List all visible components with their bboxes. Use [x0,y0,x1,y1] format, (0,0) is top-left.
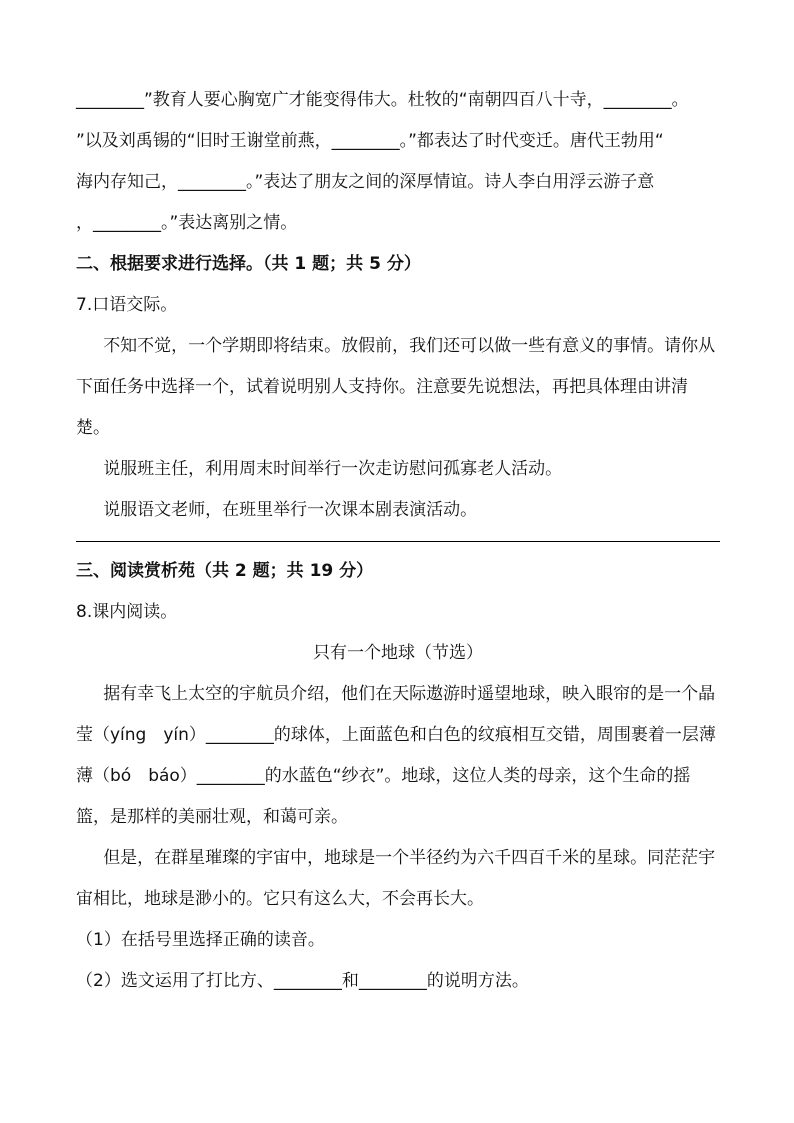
sub-question-2: （2）选文运用了打比方、________和________的说明方法。 [76,971,529,991]
sub-question-1: （1）在括号里选择正确的读音。 [76,930,325,950]
page-content [76,80,720,1002]
previous-question-line-4: ，________。”表达离别之情。 [76,213,298,233]
previous-question-line-2: ”以及刘禹锡的“旧时王谢堂前燕，________。”都表达了时代变迁。唐代王勃用“ [76,131,664,151]
passage-title: 只有一个地球（节选） [313,643,483,663]
previous-question-line-1: ________”教育人要心胸宽广才能变得伟大。杜牧的“南朝四百八十寺，________。 [76,90,689,110]
question-7-option-2: 说服语文老师，在班里举行一次课本剧表演活动。 [103,500,478,520]
previous-question-line-3: 海内存知己，________。”表达了朋友之间的深厚情谊。诗人李白用浮云游子意 [76,172,655,192]
answer-line-divider [76,541,720,542]
question-7-title: 7.口语交际。 [76,295,178,315]
question-8-title: 8.课内阅读。 [76,602,178,622]
question-7-paragraph: 不知不觉，一个学期即将结束。放假前，我们还可以做一些有意义的事情。请你从下面任务中选择一个，试着说明别人支持你。注意要先说想法，再把具体理由讲清楚。 [76,336,716,438]
section-heading-reading: 三、阅读赏析苑（共 2 题；共 19 分） [76,561,374,581]
passage-paragraph-1: 据有幸飞上太空的宇航员介绍，他们在天际遨游时遥望地球，映入眼帘的是一个晶莹（yíng yín）________的球体，上面蓝色和白色的纹痕相互交错，周围裹着一层薄薄（bó báo）________的水蓝色“纱衣”。地球，这位人类的母亲，这个生命的摇篮，是那样的美丽壮观，和蔼可亲。 [76,684,716,827]
passage-paragraph-2: 但是，在群星璀璨的宇宙中，地球是一个半径约为六千四百千米的星球。同茫茫宇宙相比，地球是渺小的。它只有这么大，不会再长大。 [76,848,716,909]
question-7-option-1: 说服班主任，利用周末时间举行一次走访慰问孤寡老人活动。 [103,459,563,479]
section-heading-choice: 二、根据要求进行选择。（共 1 题；共 5 分） [76,254,421,274]
